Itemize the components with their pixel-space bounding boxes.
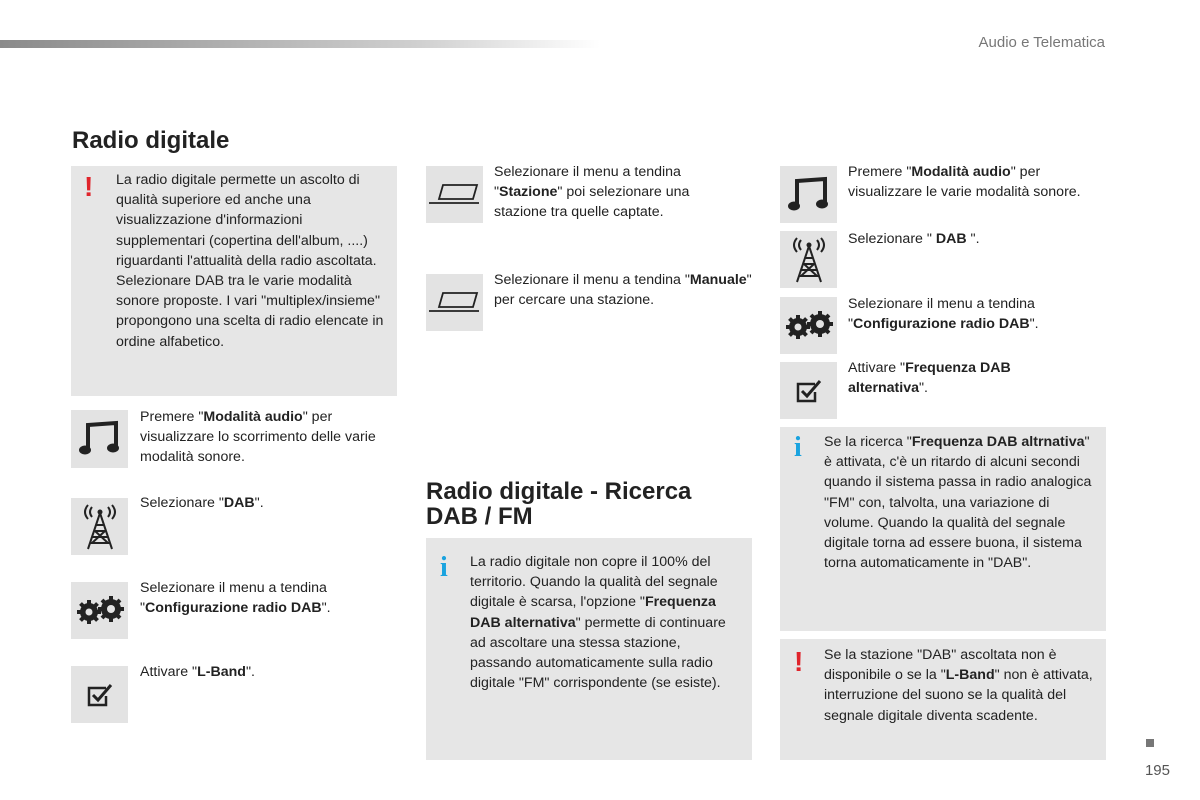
info-text: Se la ricerca "Frequenza DAB altrnativa" è attivata, c'è un ritardo di alcuni secondi quando il sistema passa in radio analogica "FM" con, talvolta, una variazione di volume. Quando la qualità del segnale digitale torna ad essere buona, il sistema torna automaticamente in "DAB". [824, 434, 1092, 572]
page-marker [1146, 739, 1154, 747]
page-title: Radio digitale [72, 127, 230, 154]
step-text: Attivare "L-Band". [140, 664, 255, 680]
info-text: La radio digitale non copre il 100% del territorio. Quando la qualità del segnale digitale è scarsa, l'opzione "Frequenza DAB alternativa" permette di continuare ad ascoltare una stessa stazione, passando automaticamente sulla radio digitale "FM" corrispondente (se esiste). [470, 554, 726, 692]
warning-text: La radio digitale permette un ascolto di qualità superiore ed anche una visualizzazione d'informazioni supplementari (copertina dell'album, ....) riguardanti l'attualità della radio ascoltata. Selezionare DAB tra le varie modalità sonore proposte. I vari "multiplex/insieme" propongono una scelta di radio elencate in ordine alfabetico. [116, 172, 384, 350]
checkbox-icon [780, 362, 837, 419]
warning-text: Se la stazione "DAB" ascoltata non è disponibile o se la "L-Band" non è attivata, interruzione del suono se la qualità del segnale digitale diventa scadente. [824, 647, 1093, 724]
step-text: Selezionare "DAB". [140, 495, 264, 511]
step-text: Premere "Modalità audio" per visualizzare le varie modalità sonore. [848, 164, 1081, 201]
step-text: Selezionare il menu a tendina "Stazione" poi selezionare una stazione tra quelle captate. [494, 164, 690, 221]
exclamation-icon: ! [84, 171, 94, 202]
checkbox-icon [71, 666, 128, 723]
antenna-icon [780, 231, 837, 288]
header-bar [0, 40, 600, 48]
step-text: Selezionare " DAB ". [848, 231, 980, 247]
gears-icon [780, 297, 837, 354]
step-text: Selezionare il menu a tendina "Configurazione radio DAB". [848, 296, 1039, 333]
step-text: Premere "Modalità audio" per visualizzare lo scorrimento delle varie modalità sonore. [140, 409, 376, 466]
antenna-icon [71, 498, 128, 555]
step-text: Attivare "Frequenza DAB alternativa". [848, 360, 1011, 397]
section-title: Audio e Telematica [978, 34, 1105, 51]
step-text: Selezionare il menu a tendina "Manuale" per cercare una stazione. [494, 272, 752, 309]
music-note-icon [780, 166, 837, 223]
page-number: 195 [1144, 762, 1170, 779]
gears-icon [71, 582, 128, 639]
dropdown-icon [426, 274, 483, 331]
music-note-icon [71, 410, 128, 468]
exclamation-icon: ! [794, 646, 804, 677]
section-heading: Radio digitale - Ricerca DAB / FM [426, 478, 692, 530]
step-text: Selezionare il menu a tendina "Configurazione radio DAB". [140, 580, 331, 617]
info-icon: i [794, 432, 802, 463]
info-icon: i [440, 552, 448, 583]
dropdown-icon [426, 166, 483, 223]
